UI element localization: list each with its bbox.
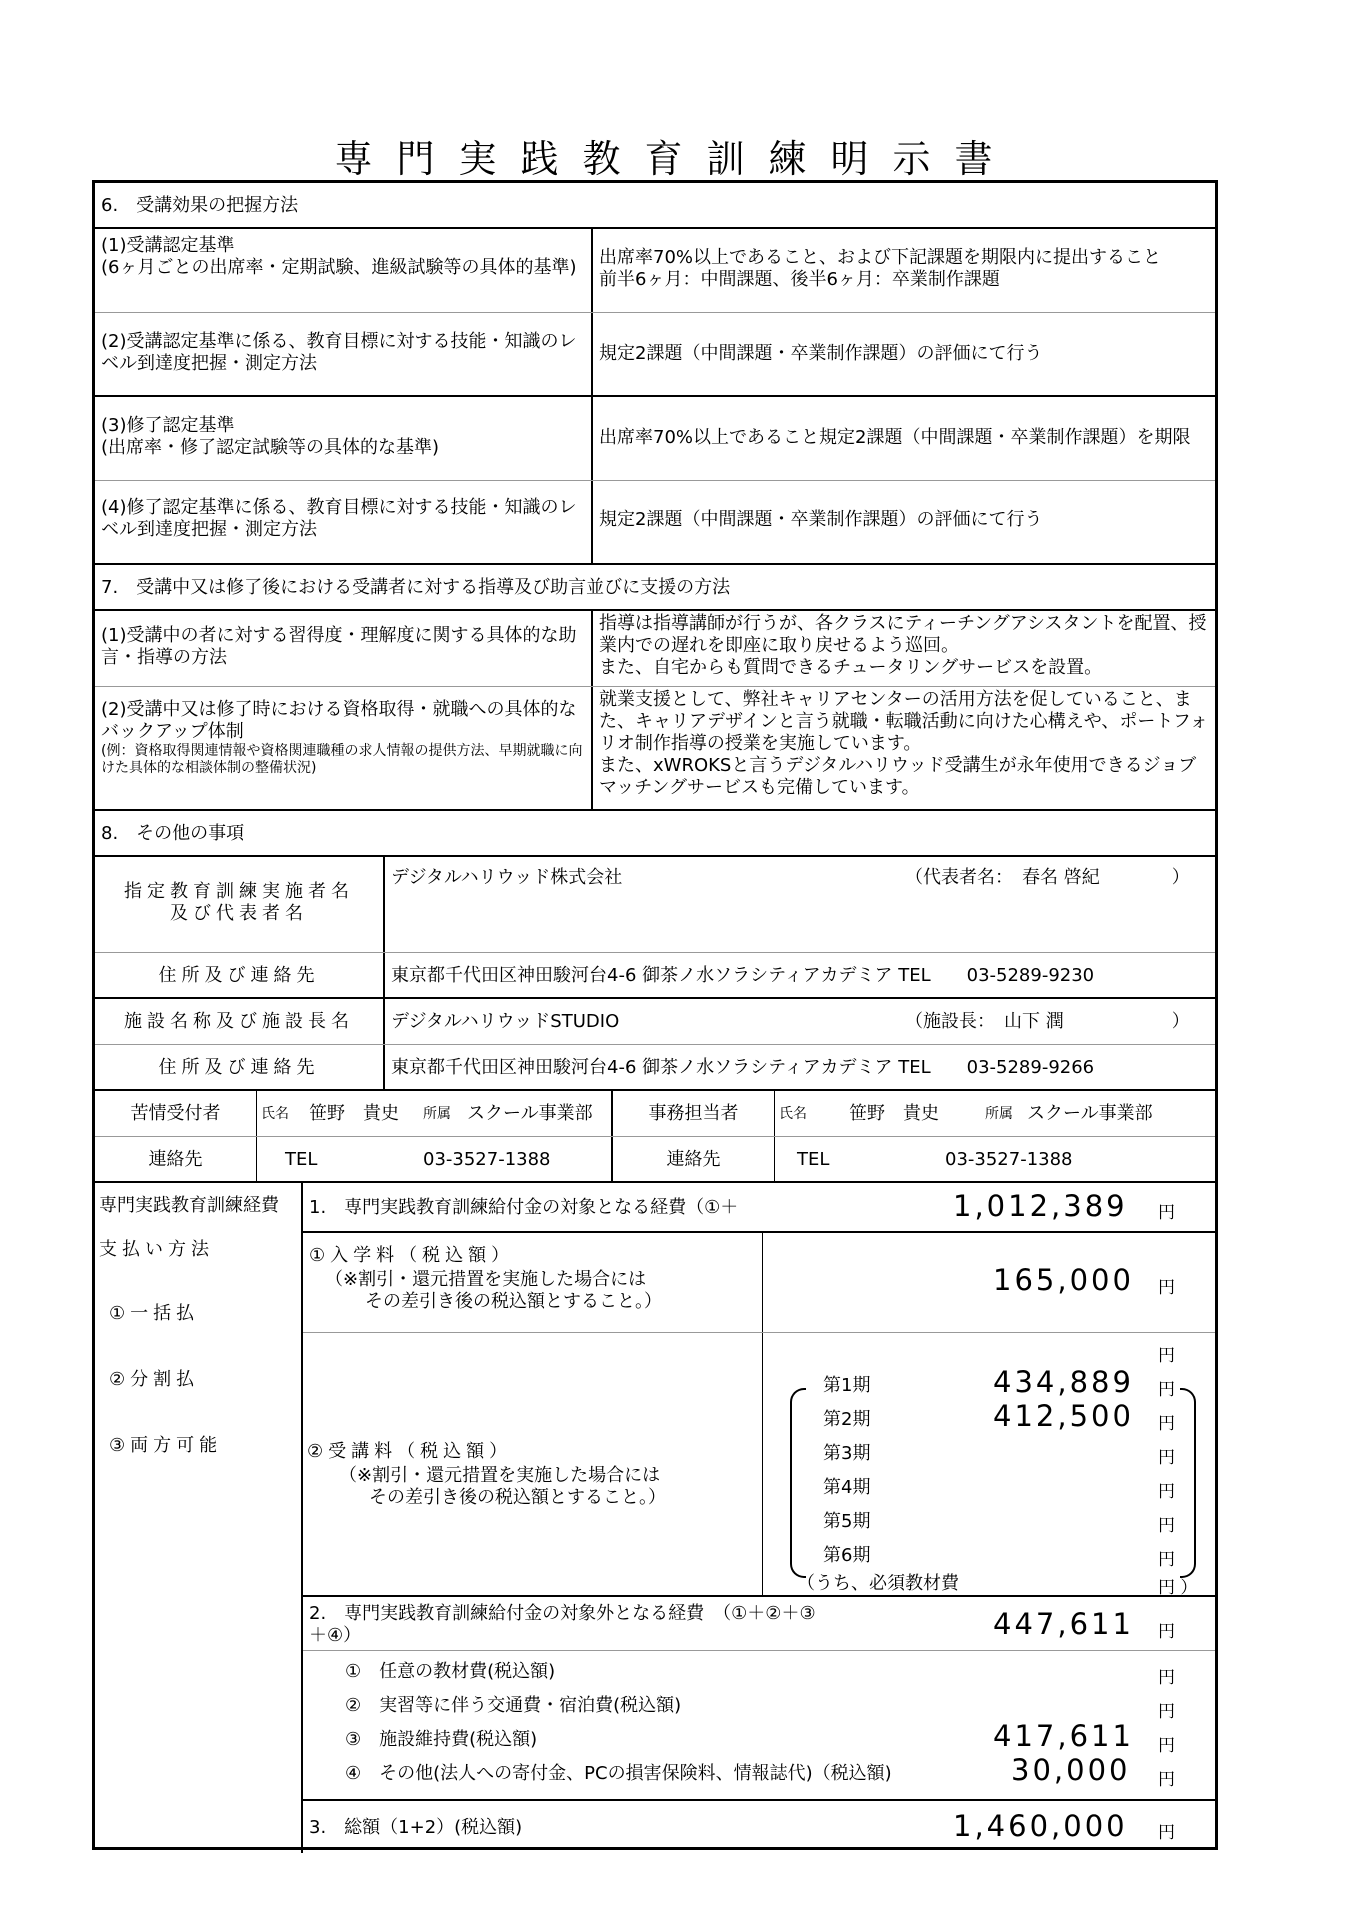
row-value: 指導は指導講師が行うが、各クラスにティーチングアシスタントを配置、授業内での遅れを即座に取り戻せるよう巡回。 (599, 613, 1207, 656)
row-value-detail: 前半6ヶ月：中間課題、後半6ヶ月：卒業制作課題 (599, 269, 1000, 290)
period-2-label: 第2期 (823, 1409, 871, 1430)
facility-address: 東京都千代田区神田駿河台4-6 御茶ノ水ソラシティアカデミア TEL 03-5289-9266 (391, 1057, 1095, 1078)
period-6-label: 第6期 (823, 1545, 871, 1566)
period-2-amount: 412,500 (993, 1399, 1134, 1433)
fee-item-2-amount: 447,611 (993, 1607, 1134, 1641)
sub-item-materials: ① 任意の教材費(税込額) (345, 1661, 556, 1682)
row-value: 規定2課題（中間課題・卒業制作課題）の評価にて行う (599, 509, 1043, 530)
payment-option-both: ③両方可能 (109, 1435, 223, 1456)
row-value-detail: また、自宅からも質問できるチュータリングサービスを設置。 (599, 657, 1103, 678)
period-3-label: 第3期 (823, 1443, 871, 1464)
fee-item-2-row (303, 1597, 1215, 1651)
yen-label: 円 (1158, 1482, 1175, 1502)
row-label: (1)受講認定基準 (101, 235, 235, 256)
yen-label: 円 (1158, 1414, 1175, 1434)
provider-label-2: 及び代表者名 (170, 903, 308, 924)
name-label: 氏名 (779, 1106, 807, 1122)
sub-item-other: ④ その他(法人への寄付金、PCの損害保険料、情報誌代)（税込額) (345, 1763, 892, 1784)
admission-note-2: その差引き後の税込額とすること。） (365, 1291, 662, 1312)
fees-title: 専門実践教育訓練経費 (99, 1195, 279, 1216)
row-label: (2)受講認定基準に係る、教育目標に対する技能・知識のレベル到達度把握・測定方法 (101, 331, 577, 374)
section6-row-3 (95, 397, 1215, 481)
name-label: 氏名 (261, 1106, 289, 1122)
yen-label: 円 (1158, 1516, 1175, 1536)
fee-item-2-label: 2. 専門実践教育訓練給付金の対象外となる経費 （①＋②＋③ (309, 1603, 816, 1624)
section7-row-1 (95, 611, 1215, 687)
contact-label: 連絡先 (95, 1137, 257, 1181)
section7-row-2 (95, 687, 1215, 811)
office-dept: スクール事業部 (1027, 1103, 1153, 1124)
payment-option-installment: ②分割払 (109, 1369, 200, 1390)
provider-representative: （代表者名： 春名 啓紀 ） (905, 867, 1190, 888)
tuition-row (303, 1333, 1215, 1597)
admission-row (303, 1233, 1215, 1333)
row-label-detail: (6ヶ月ごとの出席率・定期試験、進級試験等の具体的基準) (101, 257, 577, 278)
tuition-note-1: （※割引・還元措置を実施した場合には (339, 1465, 661, 1486)
complaint-label: 苦情受付者 (95, 1091, 257, 1136)
row-value: 出席率70%以上であること、および下記課題を期限内に提出すること (599, 247, 1162, 268)
fee-item-3-amount: 1,460,000 (953, 1809, 1128, 1843)
row-label: (1)受講中の者に対する習得度・理解度に関する具体的な助言・指導の方法 (101, 625, 577, 668)
fee-item-1-label: 1. 専門実践教育訓練給付金の対象となる経費（①＋ (309, 1197, 739, 1218)
fee-sub-items (303, 1651, 1215, 1801)
fee-item-1-row (303, 1183, 1215, 1233)
section6-row-2 (95, 313, 1215, 397)
row-label: (2)受講中又は修了時における資格取得・就職への具体的なバックアップ体制 (101, 699, 577, 742)
dept-label: 所属 (985, 1106, 1013, 1122)
period-1-label: 第1期 (823, 1375, 871, 1396)
row-value: 規定2課題（中間課題・卒業制作課題）の評価にて行う (599, 343, 1043, 364)
installment-bracket-right (1180, 1388, 1196, 1578)
tuition-label: ②受講料（税込額） (307, 1441, 513, 1462)
admission-note-1: （※割引・還元措置を実施した場合には (325, 1269, 647, 1290)
section6-heading: 6. 受講効果の把握方法 (101, 195, 299, 216)
materials-label: （うち、必須教材費 (797, 1573, 959, 1594)
row-label-detail: (出席率・修了認定試験等の具体的な基準) (101, 437, 440, 458)
contact-label: 連絡先 (613, 1137, 775, 1181)
fee-item-2-label-2: ＋④） (309, 1625, 362, 1646)
document-table (92, 180, 1218, 1850)
yen-label: 円 (1158, 1668, 1175, 1688)
provider-row (95, 857, 1215, 953)
sub-item-facility: ③ 施設維持費(税込額) (345, 1729, 538, 1750)
yen-label: 円 (1158, 1448, 1175, 1468)
sub-item-travel: ② 実習等に伴う交通費・宿泊費(税込額) (345, 1695, 682, 1716)
row-label-note: (例：資格取得関連情報や資格関連職種の求人情報の提供方法、早期就職に向けた具体的な相談体制の整備状況) (101, 743, 583, 776)
facility-head: （施設長： 山下 潤 ） (905, 1011, 1190, 1032)
complaint-dept: スクール事業部 (467, 1103, 593, 1124)
row-value: 就業支援として、弊社キャリアセンターの活用方法を促していること、また、キャリアデザインと言う就職・転職活動に向けた心構えや、ポートフォリオ制作指導の授業を実施しています。 (599, 689, 1208, 754)
section8-heading: 8. その他の事項 (101, 823, 245, 844)
document-title: 専門実践教育訓練明示書 (334, 137, 1017, 181)
yen-label: 円 (1158, 1823, 1175, 1843)
period-4-label: 第4期 (823, 1477, 871, 1498)
admission-amount: 165,000 (993, 1263, 1134, 1297)
fees-right-area (303, 1183, 1215, 1853)
admission-label: ①入学料（税込額） (309, 1245, 515, 1266)
yen-label: 円 (1158, 1278, 1175, 1298)
section6-row-1 (95, 229, 1215, 313)
sub-item-other-amount: 30,000 (1011, 1753, 1131, 1787)
complaint-tel: 03-3527-1388 (423, 1149, 551, 1170)
materials-yen: 円 ） (1158, 1578, 1198, 1598)
row-label: (4)修了認定基準に係る、教育目標に対する技能・知識のレベル到達度把握・測定方法 (101, 497, 577, 540)
yen-label: 円 (1158, 1346, 1175, 1366)
payment-label: 支払い方法 (99, 1239, 214, 1260)
section8-heading-row (95, 811, 1215, 857)
installment-bracket-left (790, 1388, 806, 1578)
facility-label: 施設名称及び施設長名 (95, 999, 385, 1044)
fees-left-column (95, 1183, 303, 1853)
contacts-row-names (95, 1091, 1215, 1137)
section6-row-4 (95, 481, 1215, 565)
row-label: (3)修了認定基準 (101, 415, 235, 436)
tuition-note-2: その差引き後の税込額とすること。） (369, 1487, 666, 1508)
office-name: 笹野 貴史 (849, 1103, 939, 1124)
yen-label: 円 (1158, 1203, 1175, 1223)
complaint-name: 笹野 貴史 (309, 1103, 399, 1124)
payment-option-lump-sum: ①一括払 (109, 1303, 200, 1324)
fee-item-1-amount: 1,012,389 (953, 1189, 1128, 1223)
tel-label: TEL (285, 1149, 318, 1170)
sub-item-facility-amount: 417,611 (993, 1719, 1134, 1753)
row-value: 出席率70%以上であること規定2課題（中間課題・卒業制作課題）を期限 (599, 427, 1191, 448)
address-label: 住所及び連絡先 (95, 1045, 385, 1089)
facility-row (95, 999, 1215, 1045)
fee-item-3-row (303, 1801, 1215, 1853)
facility-address-row (95, 1045, 1215, 1091)
fee-item-3-label: 3. 総額（1+2）(税込額) (309, 1817, 523, 1838)
section6-heading-row (95, 183, 1215, 229)
dept-label: 所属 (423, 1106, 451, 1122)
period-5-label: 第5期 (823, 1511, 871, 1532)
provider-address: 東京都千代田区神田駿河台4-6 御茶ノ水ソラシティアカデミア TEL 03-5289-9230 (391, 965, 1095, 986)
contacts-row-tel (95, 1137, 1215, 1183)
tel-label: TEL (797, 1149, 830, 1170)
yen-label: 円 (1158, 1770, 1175, 1790)
provider-name: デジタルハリウッド株式会社 (391, 867, 623, 888)
yen-label: 円 (1158, 1736, 1175, 1756)
facility-name: デジタルハリウッドSTUDIO (391, 1011, 620, 1032)
period-1-amount: 434,889 (993, 1365, 1134, 1399)
provider-address-row (95, 953, 1215, 999)
address-label: 住所及び連絡先 (95, 953, 385, 997)
yen-label: 円 (1158, 1550, 1175, 1570)
section7-heading: 7. 受講中又は修了後における受講者に対する指導及び助言並びに支援の方法 (101, 577, 731, 598)
section7-heading-row (95, 565, 1215, 611)
row-value-detail: また、xWROKSと言うデジタルハリウッド受講生が永年使用できるジョブマッチングサービスも完備しています。 (599, 755, 1197, 798)
office-label: 事務担当者 (613, 1091, 775, 1136)
yen-label: 円 (1158, 1380, 1175, 1400)
office-tel: 03-3527-1388 (945, 1149, 1073, 1170)
provider-label: 指定教育訓練実施者名 (124, 881, 354, 902)
yen-label: 円 (1158, 1702, 1175, 1722)
yen-label: 円 (1158, 1622, 1175, 1642)
